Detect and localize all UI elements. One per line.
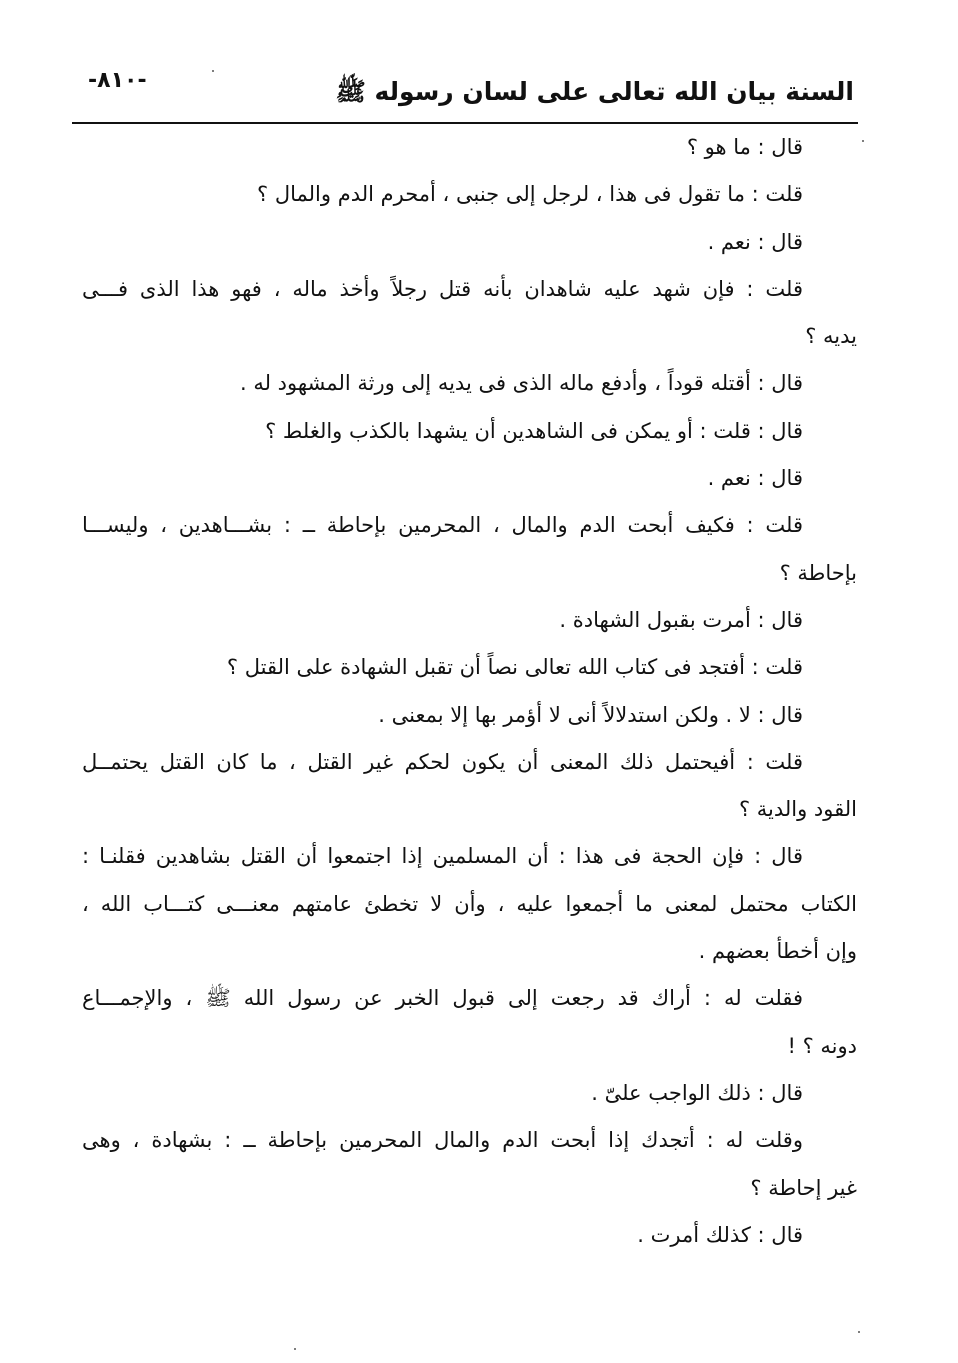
text-line: دونه ؟ ! (787, 1033, 857, 1058)
running-title: السنة بيان الله تعالى على لسان رسوله ﷺ (335, 77, 854, 106)
text-line: وإن أخطأ بعضهم . (698, 939, 857, 964)
page-number: -٨١٠- (88, 68, 147, 93)
text-line: قال : فإن الحجة فى هذا : أن المسلمين إذا اجتمعوا أن القتل بشاهدين فقلنـا : (82, 844, 803, 869)
text-line: قال : كذلك أمرت . (637, 1222, 803, 1247)
text-line: القود والدية ؟ (738, 797, 857, 822)
text-line: الكتاب محتمل لمعنى ما أجمعوا عليه ، وأن لا تخطئ عامتهم معنـــى كتـــاب الله ، (82, 891, 857, 916)
text-line: بإحاطة ؟ (779, 560, 857, 585)
text-line: قال : ما هو ؟ (686, 135, 803, 159)
scan-speck (294, 1348, 296, 1350)
text-line: قال : نعم . (707, 229, 803, 254)
text-line: فقلت له : أراك قد رجعت إلى قبول الخبر عن رسول الله ﷺ ، والإجمـــاع (82, 986, 803, 1011)
text-line: قال : ذلك الواجب علىّ . (591, 1080, 803, 1105)
text-line: قلت : ما تقول فى هذا ، لرجل إلى جنبى ، أمحرم الدم والمال ؟ (257, 182, 803, 207)
text-line: وقلت له : أتجدك إذا أبحت الدم والمال المحرمين بإحاطة ــ : بشهادة ، وهى (82, 1128, 803, 1153)
body-text (82, 124, 857, 1259)
text-line: قال : أقتله قوداً ، وأدفع ماله الذى فى يديه إلى ورثة المشهود له . (240, 371, 803, 396)
text-line: قلت : فكيف أبحت الدم والمال ، المحرمين بإحاطة ــ : بشـــاهدين ، وليســـا (82, 513, 803, 538)
text-line: قلت : أفيحتمل ذلك المعنى أن يكون لحكم غير القتل ، ما كان القتل يحتمــل (82, 749, 803, 774)
scan-speck (858, 1331, 860, 1333)
text-line: يديه ؟ (805, 324, 857, 349)
text-line: قال : أمرت بقبول الشهادة . (559, 607, 803, 632)
text-line: قال : قلت : أو يمكن فى الشاهدين أن يشهدا بالكذب والغلط ؟ (265, 418, 803, 443)
text-line: غير إحاطة ؟ (750, 1175, 857, 1200)
scan-speck (212, 70, 214, 72)
text-line: قلت : أفتجد فى كتاب الله تعالى نصاً أن تقبل الشهادة على القتل ؟ (226, 655, 803, 680)
text-line: قلت : فإن شهد عليه شاهدان بأنه قتل رجلاً وأخذ ماله ، فهو هذا الذى فـــى (82, 276, 803, 301)
scan-speck (862, 140, 864, 142)
text-line: قال : نعم . (707, 466, 803, 491)
text-line: قال : لا . ولكن استدلالاً أنى لا أؤمر بها إلا بمعنى . (378, 702, 803, 727)
